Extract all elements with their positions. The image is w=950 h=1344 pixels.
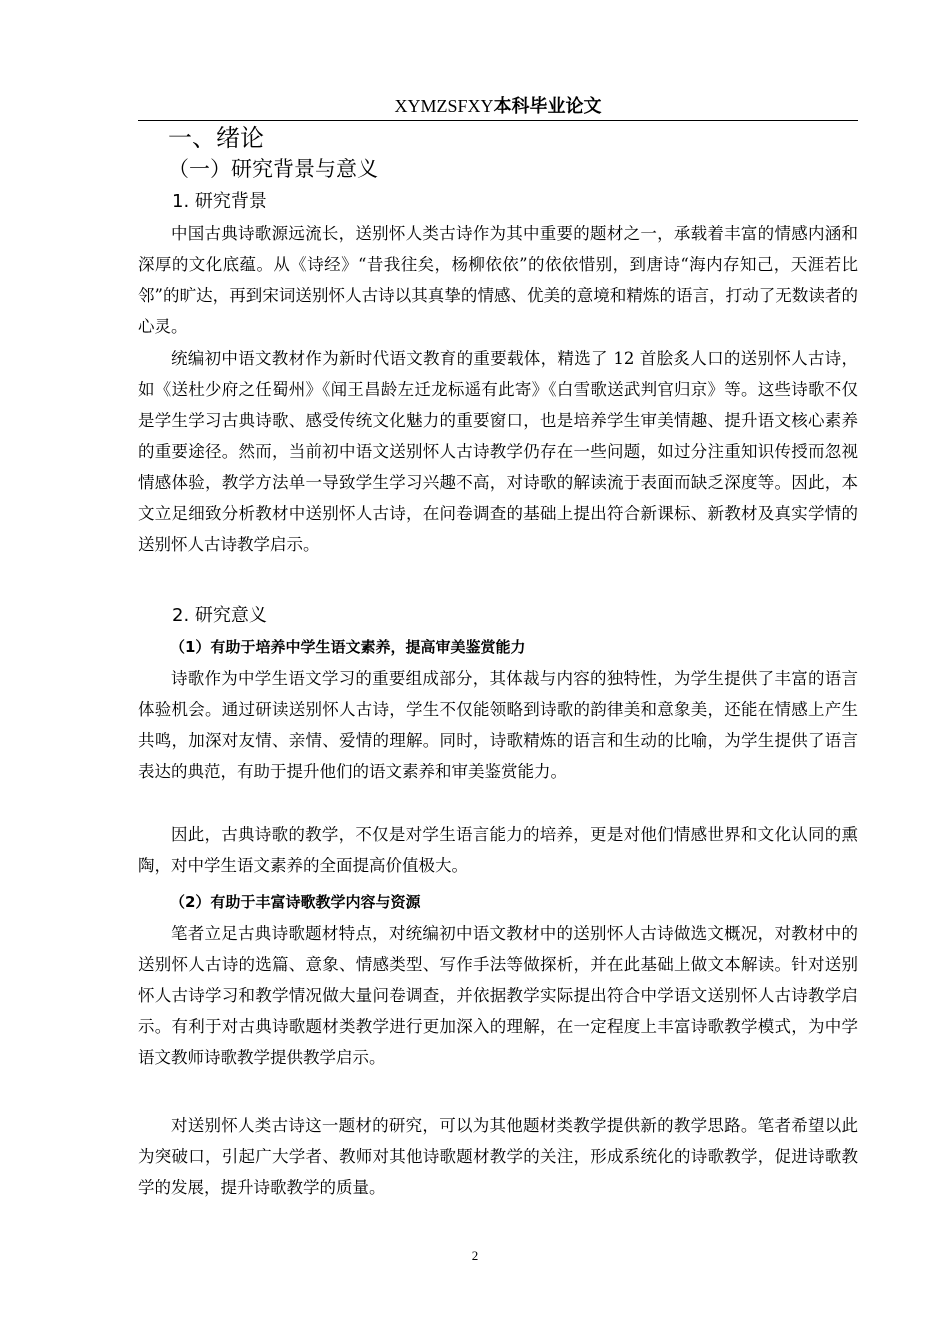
page-number: 2 <box>471 1248 479 1263</box>
paragraph-point2-2: 对送别怀人类古诗这一题材的研究，可以为其他题材类教学提供新的教学思路。笔者希望以此为突破口，引起广大学者、教师对其他诗歌题材教学的关注，形成系统化的诗歌教学，促进诗歌教学的发展，提升诗歌教学的质量。 <box>138 1116 858 1197</box>
running-header <box>138 93 858 120</box>
paragraph-background-2: 统编初中语文教材作为新时代语文教育的重要载体，精选了 12 首脍炙人口的送别怀人古诗，如《送杜少府之任蜀州》《闻王昌龄左迁龙标遥有此寄》《白雪歌送武判官归京》等。这些诗歌不仅是学生学习古典诗歌、感受传统文化魅力的重要窗口，也是培养学生审美情趣、提升语文核心素养的重要途径。然而，当前初中语文送别怀人古诗教学仍存在一些问题，如过分注重知识传授而忽视情感体验，教学方法单一导致学生学习兴趣不高，对诗歌的解读流于表面而缺乏深度等。因此，本文立足细致分析教材中送别怀人古诗，在问卷调查的基础上提出符合新课标、新教材及真实学情的送别怀人古诗教学启示。 <box>138 349 858 554</box>
subsection-title-significance: 2. 研究意义 <box>172 605 267 626</box>
point-title-2: （2）有助于丰富诗歌教学内容与资源 <box>170 893 421 911</box>
subsection-title-background: 1. 研究背景 <box>172 191 267 212</box>
paragraph-point1-2: 因此，古典诗歌的教学，不仅是对学生语言能力的培养，更是对他们情感世界和文化认同的熏陶，对中学生语文素养的全面提高价值极大。 <box>138 825 858 875</box>
paragraph-background-1: 中国古典诗歌源远流长，送别怀人类古诗作为其中重要的题材之一，承载着丰富的情感内涵和深厚的文化底蕴。从《诗经》“昔我往矣，杨柳依依”的依依惜别，到唐诗“海内存知己，天涯若比邻”的旷达，再到宋词送别怀人古诗以其真挚的情感、优美的意境和精炼的语言，打动了无数读者的心灵。 <box>138 224 858 336</box>
header-label: 本科毕业论文 <box>493 96 602 117</box>
point-title-1: （1）有助于培养中学生语文素养，提高审美鉴赏能力 <box>170 638 526 656</box>
header-rule <box>138 120 858 121</box>
paragraph-point2-1: 笔者立足古典诗歌题材特点，对统编初中语文教材中的送别怀人古诗做选文概况，对教材中的送别怀人古诗的选篇、意象、情感类型、写作手法等做探析，并在此基础上做文本解读。针对送别怀人古诗学习和教学情况做大量问卷调查，并依据教学实际提出符合中学语文送别怀人古诗教学启示。有利于对古典诗歌题材类教学进行更加深入的理解，在一定程度上丰富诗歌教学模式，为中学语文教师诗歌教学提供教学启示。 <box>138 924 858 1067</box>
header-code: XYMZSFXY <box>394 96 494 116</box>
chapter-title: 一、绪论 <box>168 124 264 152</box>
section-title: （一）研究背景与意义 <box>168 157 378 181</box>
paragraph-point1-1: 诗歌作为中学生语文学习的重要组成部分，其体裁与内容的独特性，为学生提供了丰富的语言体验机会。通过研读送别怀人古诗，学生不仅能领略到诗歌的韵律美和意象美，还能在情感上产生共鸣，加深对友情、亲情、爱情的理解。同时，诗歌精炼的语言和生动的比喻，为学生提供了语言表达的典范，有助于提升他们的语文素养和审美鉴赏能力。 <box>138 669 858 781</box>
